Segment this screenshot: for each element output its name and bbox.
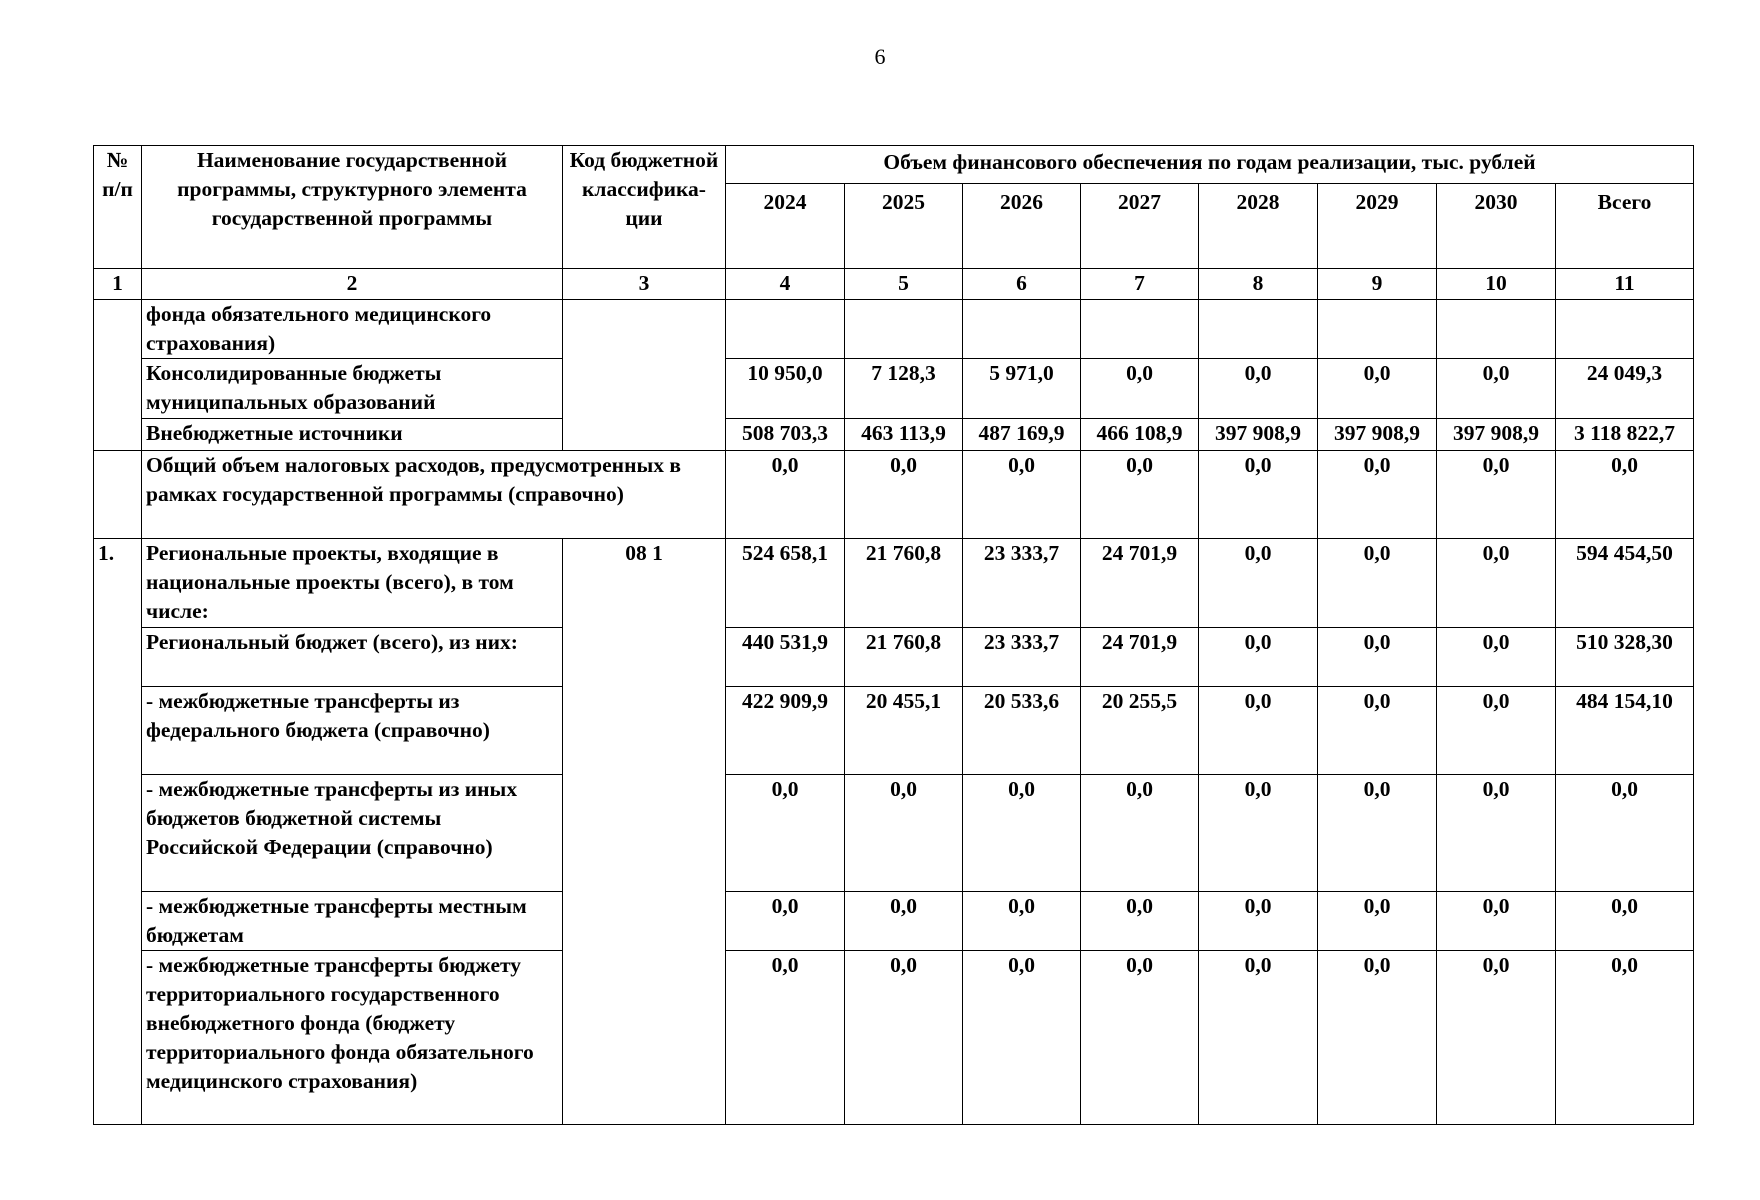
table-row [94,359,1694,419]
value-2025: 0,0 [845,892,963,951]
table-row [94,539,1694,628]
value-2024: 0,0 [726,451,845,539]
value-2030: 0,0 [1437,951,1556,1125]
value-2024: 0,0 [726,892,845,951]
header-year-2024: 2024 [726,184,845,269]
value-2026: 23 333,7 [963,628,1081,687]
column-number: 11 [1556,269,1694,300]
value-2027: 466 108,9 [1081,419,1199,451]
table-row [94,892,1694,951]
value-2028: 0,0 [1199,359,1318,419]
value-2025 [845,300,963,359]
column-number: 4 [726,269,845,300]
value-2026: 23 333,7 [963,539,1081,628]
row-code [563,300,726,451]
row-name: - межбюджетные трансферты местным бюджетам [142,892,563,951]
value-2029: 0,0 [1318,539,1437,628]
value-2024: 422 909,9 [726,687,845,775]
value-2024: 0,0 [726,775,845,892]
value-2025: 463 113,9 [845,419,963,451]
column-number: 10 [1437,269,1556,300]
column-number: 2 [142,269,563,300]
value-2025: 21 760,8 [845,628,963,687]
value-2029: 0,0 [1318,451,1437,539]
column-number: 6 [963,269,1081,300]
column-number: 9 [1318,269,1437,300]
column-number: 5 [845,269,963,300]
value-2026: 5 971,0 [963,359,1081,419]
value-2030: 0,0 [1437,687,1556,775]
value-2027: 0,0 [1081,951,1199,1125]
value-2025: 0,0 [845,951,963,1125]
value-2025: 0,0 [845,775,963,892]
value-total: 24 049,3 [1556,359,1694,419]
header-financing-group: Объем финансового обеспечения по годам реализации, тыс. рублей [726,146,1694,184]
row-index [94,451,142,539]
value-2024 [726,300,845,359]
value-2027: 20 255,5 [1081,687,1199,775]
value-2029: 0,0 [1318,687,1437,775]
header-year-2026: 2026 [963,184,1081,269]
row-name: Региональные проекты, входящие в национальные проекты (всего), в том числе: [142,539,563,628]
value-2028: 0,0 [1199,951,1318,1125]
value-2024: 524 658,1 [726,539,845,628]
value-2027: 24 701,9 [1081,539,1199,628]
financing-table [93,145,1694,1125]
row-name: Общий объем налоговых расходов, предусмотренных в рамках государственной программы (справочно) [142,451,726,539]
value-2024: 0,0 [726,951,845,1125]
header-year-2027: 2027 [1081,184,1199,269]
table-row [94,951,1694,1125]
value-total: 3 118 822,7 [1556,419,1694,451]
value-total: 484 154,10 [1556,687,1694,775]
value-2025: 0,0 [845,451,963,539]
value-total: 0,0 [1556,951,1694,1125]
row-index: 1. [94,539,142,1125]
value-2030: 397 908,9 [1437,419,1556,451]
column-number: 7 [1081,269,1199,300]
value-2026: 0,0 [963,451,1081,539]
value-total [1556,300,1694,359]
table-row [94,300,1694,359]
header-year-2025: 2025 [845,184,963,269]
table-row [94,451,1694,539]
value-2028 [1199,300,1318,359]
header-total: Всего [1556,184,1694,269]
value-2030 [1437,300,1556,359]
value-2027: 0,0 [1081,359,1199,419]
value-2026: 0,0 [963,775,1081,892]
value-2027: 0,0 [1081,892,1199,951]
page-number: 6 [874,44,886,69]
value-2029: 0,0 [1318,892,1437,951]
value-2024: 10 950,0 [726,359,845,419]
value-2030: 0,0 [1437,539,1556,628]
value-2030: 0,0 [1437,359,1556,419]
value-2026: 0,0 [963,951,1081,1125]
value-2028: 0,0 [1199,451,1318,539]
value-2026: 487 169,9 [963,419,1081,451]
value-2028: 397 908,9 [1199,419,1318,451]
value-2024: 440 531,9 [726,628,845,687]
value-2030: 0,0 [1437,451,1556,539]
value-2025: 21 760,8 [845,539,963,628]
column-number: 1 [94,269,142,300]
value-2027: 0,0 [1081,451,1199,539]
row-name: Внебюджетные источники [142,419,563,451]
row-name: Консолидированные бюджеты муниципальных образований [142,359,563,419]
row-name: фонда обязательного медицинского страхования) [142,300,563,359]
value-2029: 0,0 [1318,951,1437,1125]
value-2025: 20 455,1 [845,687,963,775]
table-row [94,419,1694,451]
row-name: - межбюджетные трансферты из федерального бюджета (справочно) [142,687,563,775]
value-2028: 0,0 [1199,628,1318,687]
value-2028: 0,0 [1199,775,1318,892]
value-total: 0,0 [1556,892,1694,951]
value-2026 [963,300,1081,359]
row-name: - межбюджетные трансферты бюджету территориального государственного внебюджетного фонда (бюджету территориального фонда обязательного медицинского страхования) [142,951,563,1125]
value-2027 [1081,300,1199,359]
column-numbers-row [94,269,1694,300]
row-code: 08 1 [563,539,726,1125]
column-number: 8 [1199,269,1318,300]
value-2028: 0,0 [1199,892,1318,951]
value-total: 0,0 [1556,451,1694,539]
value-2026: 20 533,6 [963,687,1081,775]
value-total: 594 454,50 [1556,539,1694,628]
header-name: Наименование государственной программы, структурного элемента государственной программы [142,146,563,269]
row-name: - межбюджетные трансферты из иных бюджетов бюджетной системы Российской Федерации (справочно) [142,775,563,892]
value-total: 510 328,30 [1556,628,1694,687]
table-row [94,687,1694,775]
header-year-2029: 2029 [1318,184,1437,269]
value-2029: 397 908,9 [1318,419,1437,451]
value-2028: 0,0 [1199,539,1318,628]
value-2027: 0,0 [1081,775,1199,892]
value-2030: 0,0 [1437,892,1556,951]
table-row [94,775,1694,892]
value-2029: 0,0 [1318,628,1437,687]
value-2029: 0,0 [1318,775,1437,892]
table-row [94,628,1694,687]
header-row-number: № п/п [94,146,142,269]
value-2028: 0,0 [1199,687,1318,775]
value-2030: 0,0 [1437,775,1556,892]
value-2025: 7 128,3 [845,359,963,419]
value-2030: 0,0 [1437,628,1556,687]
value-total: 0,0 [1556,775,1694,892]
row-name: Региональный бюджет (всего), из них: [142,628,563,687]
header-year-2030: 2030 [1437,184,1556,269]
value-2027: 24 701,9 [1081,628,1199,687]
value-2026: 0,0 [963,892,1081,951]
value-2029: 0,0 [1318,359,1437,419]
header-year-2028: 2028 [1199,184,1318,269]
value-2024: 508 703,3 [726,419,845,451]
column-number: 3 [563,269,726,300]
row-index [94,300,142,451]
header-code: Код бюджетной классифика-ции [563,146,726,269]
value-2029 [1318,300,1437,359]
